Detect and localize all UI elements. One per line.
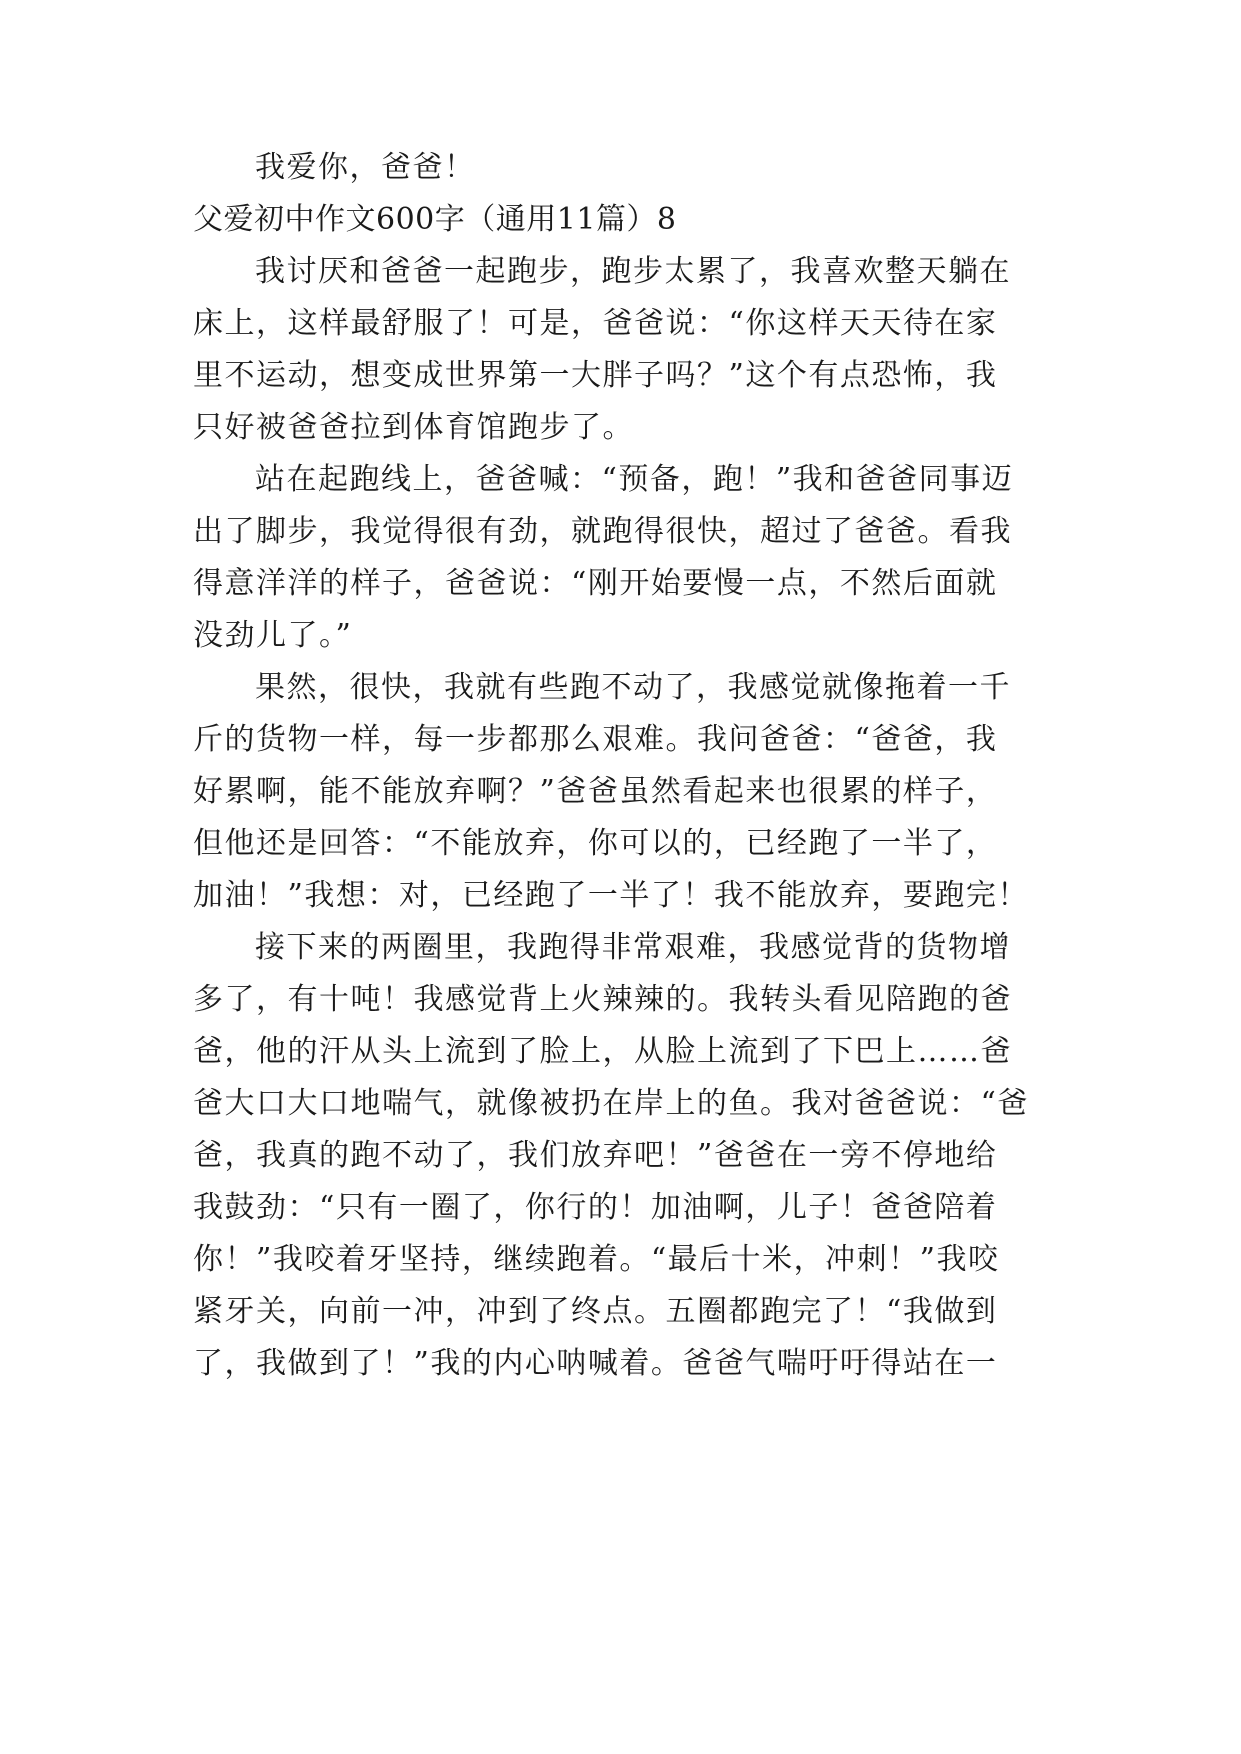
paragraph-line: 果然，很快，我就有些跑不动了，我感觉就像拖着一千	[255, 670, 1011, 705]
closing-line: 我爱你，爸爸！	[255, 150, 476, 185]
paragraph-line: 爸，他的汗从头上流到了脸上，从脸上流到了下巴上……爸	[193, 1034, 1012, 1069]
essay-title: 父爱初中作文600字（通用11篇）8	[193, 202, 677, 237]
paragraph-line: 站在起跑线上，爸爸喊：“预备，跑！”我和爸爸同事迈	[255, 462, 1014, 497]
paragraph-line: 里不运动，想变成世界第一大胖子吗？”这个有点恐怖，我	[193, 358, 998, 393]
paragraph-line: 好累啊，能不能放弃啊？”爸爸虽然看起来也很累的样子，	[193, 774, 998, 809]
paragraph-line: 接下来的两圈里，我跑得非常艰难，我感觉背的货物增	[255, 930, 1011, 965]
paragraph-line: 爸大口大口地喘气，就像被扔在岸上的鱼。我对爸爸说：“爸	[193, 1086, 1029, 1121]
paragraph-line: 爸，我真的跑不动了，我们放弃吧！”爸爸在一旁不停地给	[193, 1138, 998, 1173]
paragraph-line: 没劲儿了。”	[193, 618, 353, 653]
paragraph-line: 我鼓劲：“只有一圈了，你行的！加油啊，儿子！爸爸陪着	[193, 1190, 998, 1225]
paragraph-line: 我讨厌和爸爸一起跑步，跑步太累了，我喜欢整天躺在	[255, 254, 1011, 289]
paragraph-line: 加油！”我想：对，已经跑了一半了！我不能放弃，要跑完！	[193, 878, 1029, 913]
paragraph-line: 斤的货物一样，每一步都那么艰难。我问爸爸：“爸爸，我	[193, 722, 998, 757]
paragraph-line: 出了脚步，我觉得很有劲，就跑得很快，超过了爸爸。看我	[193, 514, 1012, 549]
paragraph-line: 多了，有十吨！我感觉背上火辣辣的。我转头看见陪跑的爸	[193, 982, 1012, 1017]
paragraph-line: 了，我做到了！”我的内心呐喊着。爸爸气喘吁吁得站在一	[193, 1346, 998, 1381]
paragraph-line: 你！”我咬着牙坚持，继续跑着。“最后十米，冲刺！”我咬	[193, 1242, 1000, 1277]
paragraph-line: 得意洋洋的样子，爸爸说：“刚开始要慢一点，不然后面就	[193, 566, 998, 601]
paragraph-line: 紧牙关，向前一冲，冲到了终点。五圈都跑完了！“我做到	[193, 1294, 998, 1329]
paragraph-line: 但他还是回答：“不能放弃，你可以的，已经跑了一半了，	[193, 826, 998, 861]
paragraph-line: 床上，这样最舒服了！可是，爸爸说：“你这样天天待在家	[193, 306, 998, 341]
paragraph-line: 只好被爸爸拉到体育馆跑步了。	[193, 410, 634, 445]
